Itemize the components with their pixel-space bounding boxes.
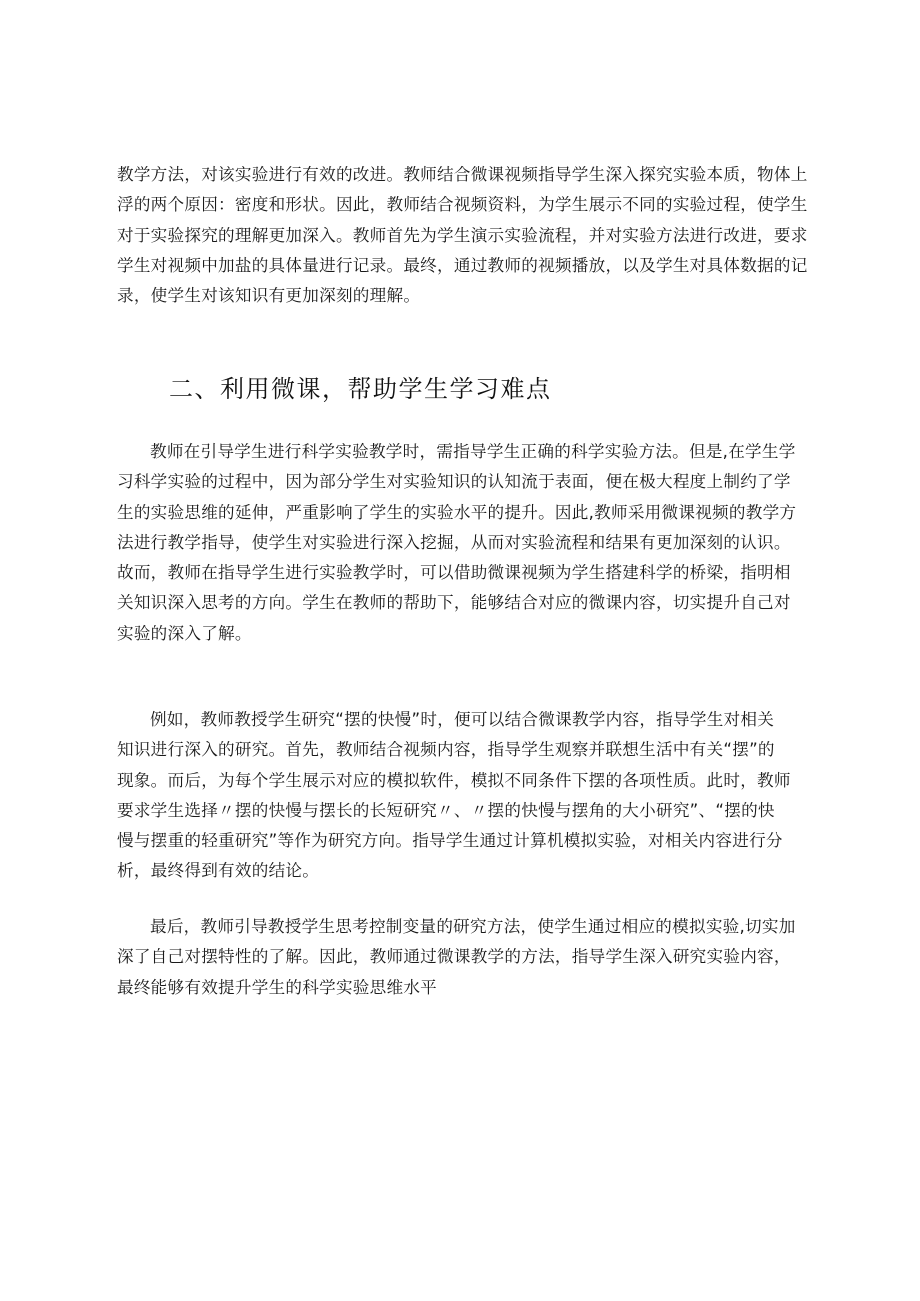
paragraph-line: 教师在引导学生进行科学实验教学时，需指导学生正确的科学实验方法。但是,在学生学 <box>150 442 796 461</box>
paragraph-line: 学生对视频中加盐的具体量进行记录。最终，通过教师的视频播放，以及学生对具体数据的记 <box>117 255 808 275</box>
paragraph-line: 录，使学生对该知识有更加深刻的理解。 <box>117 286 421 306</box>
paragraph-line: 最后，教师引导教授学生思考控制变量的研究方法，使学生通过相应的模拟实验,切实加 <box>150 917 796 936</box>
paragraph-line: 法进行教学指导，使学生对实验进行深入挖掘，从而对实验流程和结果有更加深刻的认识。 <box>117 532 791 552</box>
paragraph-1 <box>117 160 808 311</box>
paragraph-2 <box>117 437 802 649</box>
paragraph-line: 析，最终得到有效的结论。 <box>117 861 320 881</box>
paragraph-line: 慢与摆重的轻重研究”等作为研究方向。指导学生通过计算机模拟实验，对相关内容进行分 <box>117 831 783 851</box>
paragraph-line: 要求学生选择〃摆的快慢与摆长的长短研究〃、〃摆的快慢与摆角的大小研究”、“摆的快 <box>117 800 775 820</box>
paragraph-line: 深了自己对摆特性的了解。因此，教师通过微课教学的方法，指导学生深入研究实验内容， <box>117 947 791 967</box>
paragraph-line: 例如，教师教授学生研究“摆的快慢”时，便可以结合微课教学内容，指导学生对相关 <box>150 710 775 729</box>
paragraph-line: 对于实验探究的理解更加深入。教师首先为学生演示实验流程，并对实验方法进行改进，要求 <box>117 225 808 245</box>
paragraph-4 <box>117 912 802 1003</box>
section-heading: 二、利用微课，帮助学生学习难点 <box>169 375 552 403</box>
paragraph-line: 生的实验思维的延伸，严重影响了学生的实验水平的提升。因此,教师采用微课视频的教学方 <box>117 502 797 522</box>
paragraph-line: 浮的两个原因：密度和形状。因此，教师结合视频资料，为学生展示不同的实验过程，使学生 <box>117 195 808 215</box>
paragraph-line: 实验的深入了解。 <box>117 623 252 643</box>
paragraph-line: 教学方法，对该实验进行有效的改进。教师结合微课视频指导学生深入探究实验本质，物体上 <box>117 165 808 184</box>
paragraph-line: 现象。而后，为每个学生展示对应的模拟软件，模拟不同条件下摆的各项性质。此时，教师 <box>117 770 791 790</box>
paragraph-line: 故而，教师在指导学生进行实验教学时，可以借助微课视频为学生搭建科学的桥梁，指明相 <box>117 563 791 583</box>
paragraph-line: 习科学实验的过程中，因为部分学生对实验知识的认知流于表面，便在极大程度上制约了学 <box>117 472 791 492</box>
paragraph-3 <box>117 705 802 887</box>
paragraph-line: 最终能够有效提升学生的科学实验思维水平 <box>117 977 438 997</box>
paragraph-line: 关知识深入思考的方向。学生在教师的帮助下，能够结合对应的微课内容，切实提升自己对 <box>117 593 791 613</box>
paragraph-line: 知识进行深入的研究。首先，教师结合视频内容，指导学生观察并联想生活中有关“摆”的 <box>117 740 775 760</box>
